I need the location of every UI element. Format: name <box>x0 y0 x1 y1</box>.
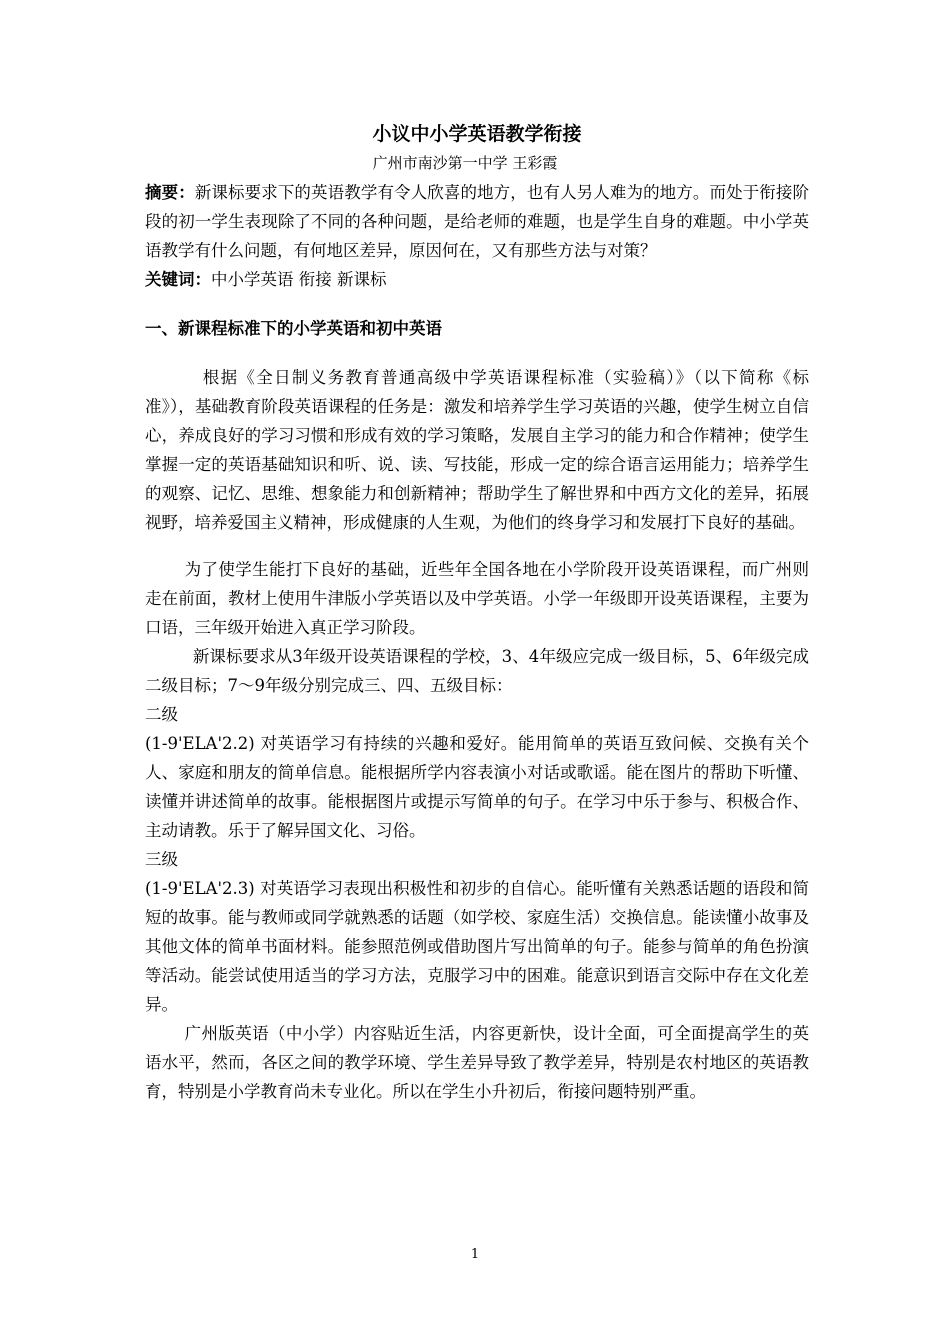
body-paragraph-2: 为了使学生能打下良好的基础，近些年全国各地在小学阶段开设英语课程，而广州则走在前面，教材上使用牛津版小学英语以及中学英语。小学一年级即开设英语课程，主要为口语，三年级开始进入真正学习阶段。 <box>145 560 809 637</box>
body-paragraph-4: 广州版英语（中小学）内容贴近生活，内容更新快，设计全面，可全面提高学生的英语水平，然而，各区之间的教学环境、学生差异导致了教学差异，特别是农村地区的英语教育，特别是小学教育尚未专业化。所以在学生小升初后，衔接问题特别严重。 <box>145 1024 809 1101</box>
level-2-label: 二级 <box>145 705 178 724</box>
abstract-paragraph <box>145 178 809 265</box>
level-3-label: 三级 <box>145 850 178 869</box>
keywords-label: 关键词： <box>145 270 211 289</box>
level-2-text: (1-9'ELA'2.2) 对英语学习有持续的兴趣和爱好。能用简单的英语互致问候、交换有关个人、家庭和朋友的简单信息。能根据所学内容表演小对话或歌谣。能在图片的帮助下听懂、读懂并讲述简单的故事。能根据图片或提示写简单的句子。在学习中乐于参与、积极合作、主动请教。乐于了解异国文化、习俗。 <box>145 734 809 840</box>
page-number: 1 <box>470 1247 480 1262</box>
abstract-text: 新课标要求下的英语教学有令人欣喜的地方，也有人另人难为的地方。而处于衔接阶段的初一学生表现除了不同的各种问题，是给老师的难题，也是学生自身的难题。中小学英语教学有什么问题，有何地区差异，原因何在，又有那些方法与对策？ <box>145 183 810 260</box>
document-body <box>145 118 809 1106</box>
abstract-label: 摘要： <box>145 183 195 202</box>
document-title: 小议中小学英语教学衔接 <box>372 123 582 145</box>
level-3-text: (1-9'ELA'2.3) 对英语学习表现出积极性和初步的自信心。能听懂有关熟悉话题的语段和简短的故事。能与教师或同学就熟悉的话题（如学校、家庭生活）交换信息。能读懂小故事及其他文体的简单书面材料。能参照范例或借助图片写出简单的句子。能参与简单的角色扮演等活动。能尝试使用适当的学习方法，克服学习中的困难。能意识到语言交际中存在文化差异。 <box>145 879 809 1014</box>
author-line: 广州市南沙第一中学 王彩霞 <box>372 154 558 172</box>
keywords-paragraph <box>145 265 809 294</box>
body-paragraph-3: 新课标要求从3年级开设英语课程的学校，3、4年级应完成一级目标，5、6年级完成二级目标；7～9年级分别完成三、四、五级目标： <box>145 647 809 695</box>
keywords-text: 中小学英语 衔接 新课标 <box>211 270 387 289</box>
section-heading: 一、新课程标准下的小学英语和初中英语 <box>145 319 442 338</box>
body-paragraph-1: 根据《全日制义务教育普通高级中学英语课程标准（实验稿）》（以下简称《标准》），基础教育阶段英语课程的任务是：激发和培养学生学习英语的兴趣，使学生树立自信心，养成良好的学习习惯和形成有效的学习策略，发展自主学习的能力和合作精神；使学生掌握一定的英语基础知识和听、说、读、写技能，形成一定的综合语言运用能力；培养学生的观察、记忆、思维、想象能力和创新精神；帮助学生了解世界和中西方文化的差异，拓展视野，培养爱国主义精神，形成健康的人生观，为他们的终身学习和发展打下良好的基础。 <box>145 368 809 532</box>
